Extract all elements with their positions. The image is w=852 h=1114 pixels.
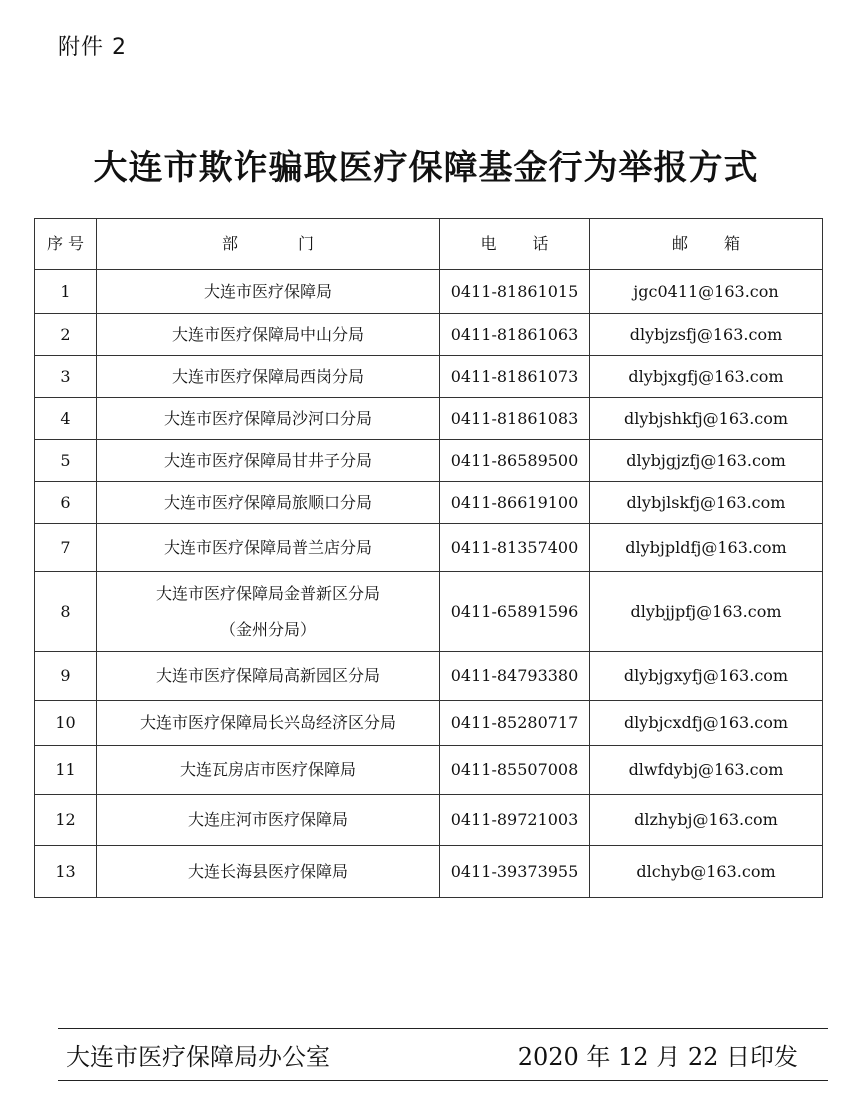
cell-no: [35, 440, 97, 482]
cell-tel-text: 0411-86619100: [450, 492, 579, 512]
cell-mail-text: dlybjshkfj@163.com: [623, 408, 789, 428]
cell-mail: [590, 746, 823, 795]
cell-tel: [440, 701, 590, 746]
cell-dept-text: 大连市医疗保障局: [203, 281, 332, 301]
cell-dept: [97, 524, 440, 572]
cell-dept-text: 大连市医疗保障局沙河口分局: [163, 408, 372, 428]
cell-mail-text: dlzhybj@163.com: [634, 810, 778, 829]
cell-mail-text: dlybjcxdfj@163.com: [623, 713, 789, 732]
cell-dept-text: 大连市医疗保障局旅顺口分局: [163, 492, 372, 512]
cell-tel-text: 0411-81861083: [450, 408, 579, 428]
header-tel: 电话: [440, 219, 590, 270]
cell-mail: [590, 524, 823, 572]
cell-dept: [97, 701, 440, 746]
cell-tel-text: 0411-81357400: [450, 537, 579, 557]
cell-mail: [590, 398, 823, 440]
cell-mail: [590, 440, 823, 482]
cell-mail-text: dlchyb@163.com: [636, 861, 776, 881]
table-row: [35, 572, 823, 652]
cell-mail-text: dlybjpldfj@163.com: [625, 537, 787, 557]
cell-tel: [440, 314, 590, 356]
footer-date: 2020 年 12 月 22 日印发: [517, 1043, 798, 1071]
cell-no-text: 13: [55, 861, 76, 881]
table-row: [35, 440, 823, 482]
cell-dept-text: 大连庄河市医疗保障局: [187, 810, 348, 829]
table-row: [35, 746, 823, 795]
cell-dept: [97, 440, 440, 482]
cell-tel: [440, 398, 590, 440]
cell-dept-text-line2: （金州分局）: [219, 619, 316, 639]
attachment-label: 附件 2: [58, 35, 127, 60]
cell-mail-text: jgc0411@163.con: [633, 281, 779, 301]
cell-no-text: 2: [60, 324, 71, 344]
cell-mail: [590, 314, 823, 356]
cell-no-text: 9: [60, 666, 71, 685]
cell-no-text: 4: [60, 408, 71, 428]
cell-mail: [590, 846, 823, 898]
footer-bottom-rule: [58, 1080, 828, 1081]
cell-dept-text: 大连瓦房店市医疗保障局: [179, 760, 356, 779]
cell-no: [35, 398, 97, 440]
cell-no: [35, 482, 97, 524]
cell-no-text: 11: [55, 760, 76, 779]
cell-tel: [440, 440, 590, 482]
cell-tel: [440, 652, 590, 701]
cell-mail-text: dlybjlskfj@163.com: [626, 492, 786, 512]
cell-tel: [440, 746, 590, 795]
cell-mail: [590, 795, 823, 846]
table-header-row: [35, 219, 823, 270]
cell-mail: [590, 482, 823, 524]
cell-dept: [97, 356, 440, 398]
cell-no: [35, 746, 97, 795]
cell-mail-text: dlybjzsfj@163.com: [629, 324, 783, 344]
cell-mail: [590, 572, 823, 652]
cell-no: [35, 270, 97, 314]
table-row: [35, 314, 823, 356]
cell-dept-text: 大连市医疗保障局普兰店分局: [163, 537, 372, 557]
report-contact-table: [34, 218, 823, 898]
cell-dept-text: 大连市医疗保障局金普新区分局: [155, 583, 380, 603]
cell-no: [35, 356, 97, 398]
cell-no-text: 8: [60, 601, 71, 621]
cell-no-text: 10: [55, 713, 76, 732]
table-row: [35, 482, 823, 524]
cell-mail-text: dlybjxgfj@163.com: [628, 366, 784, 386]
cell-tel-text: 0411-85507008: [450, 760, 579, 779]
cell-mail-text: dlybjjpfj@163.com: [630, 601, 782, 621]
cell-tel: [440, 356, 590, 398]
table-row: [35, 524, 823, 572]
cell-mail-text: dlwfdybj@163.com: [628, 760, 784, 779]
table-body: [35, 270, 823, 898]
header-mail: 邮箱: [590, 219, 823, 270]
footer-issuer: 大连市医疗保障局办公室: [66, 1043, 330, 1071]
cell-tel-text: 0411-65891596: [450, 601, 579, 621]
table-row: [35, 270, 823, 314]
header-dept: 部门: [97, 219, 440, 270]
cell-dept-text: 大连市医疗保障局高新园区分局: [155, 666, 380, 685]
cell-tel-text: 0411-39373955: [450, 861, 579, 881]
cell-no: [35, 524, 97, 572]
cell-no: [35, 795, 97, 846]
cell-dept: [97, 846, 440, 898]
table-row: [35, 356, 823, 398]
cell-tel: [440, 795, 590, 846]
cell-no-text: 1: [60, 281, 71, 301]
cell-tel-text: 0411-81861015: [450, 281, 579, 301]
cell-tel: [440, 270, 590, 314]
cell-dept: [97, 795, 440, 846]
cell-dept-text: 大连市医疗保障局甘井子分局: [163, 450, 372, 470]
cell-tel-text: 0411-81861063: [450, 324, 579, 344]
cell-no-text: 7: [60, 537, 71, 557]
cell-mail: [590, 356, 823, 398]
table-row: [35, 398, 823, 440]
cell-no: [35, 572, 97, 652]
table-row: [35, 846, 823, 898]
document-title: 大连市欺诈骗取医疗保障基金行为举报方式: [93, 148, 759, 188]
cell-dept: [97, 652, 440, 701]
cell-mail-text: dlybjgxyfj@163.com: [623, 666, 789, 685]
cell-tel: [440, 524, 590, 572]
cell-no-text: 5: [60, 450, 71, 470]
cell-dept: [97, 398, 440, 440]
cell-dept: [97, 572, 440, 652]
footer-top-rule: [58, 1028, 828, 1029]
cell-no-text: 12: [55, 810, 76, 829]
cell-dept-text: 大连市医疗保障局中山分局: [171, 324, 364, 344]
cell-tel: [440, 572, 590, 652]
cell-tel: [440, 846, 590, 898]
cell-mail: [590, 270, 823, 314]
table-row: [35, 701, 823, 746]
table-row: [35, 652, 823, 701]
cell-no: [35, 652, 97, 701]
cell-dept-text: 大连市医疗保障局西岗分局: [171, 366, 364, 386]
cell-tel: [440, 482, 590, 524]
cell-dept: [97, 314, 440, 356]
cell-mail: [590, 701, 823, 746]
table-row: [35, 795, 823, 846]
cell-no-text: 6: [60, 492, 71, 512]
cell-tel-text: 0411-85280717: [450, 713, 579, 732]
cell-mail-text: dlybjgjzfj@163.com: [626, 450, 786, 470]
cell-dept: [97, 482, 440, 524]
cell-no: [35, 846, 97, 898]
cell-dept-text: 大连长海县医疗保障局: [187, 861, 348, 881]
cell-no: [35, 701, 97, 746]
cell-tel-text: 0411-84793380: [450, 666, 579, 685]
cell-tel-text: 0411-81861073: [450, 366, 579, 386]
cell-tel-text: 0411-89721003: [450, 810, 579, 829]
cell-no-text: 3: [60, 366, 71, 386]
cell-dept: [97, 746, 440, 795]
cell-no: [35, 314, 97, 356]
header-no: 序 号: [35, 219, 97, 270]
cell-mail: [590, 652, 823, 701]
cell-dept-text: 大连市医疗保障局长兴岛经济区分局: [139, 713, 396, 732]
cell-tel-text: 0411-86589500: [450, 450, 579, 470]
cell-dept: [97, 270, 440, 314]
